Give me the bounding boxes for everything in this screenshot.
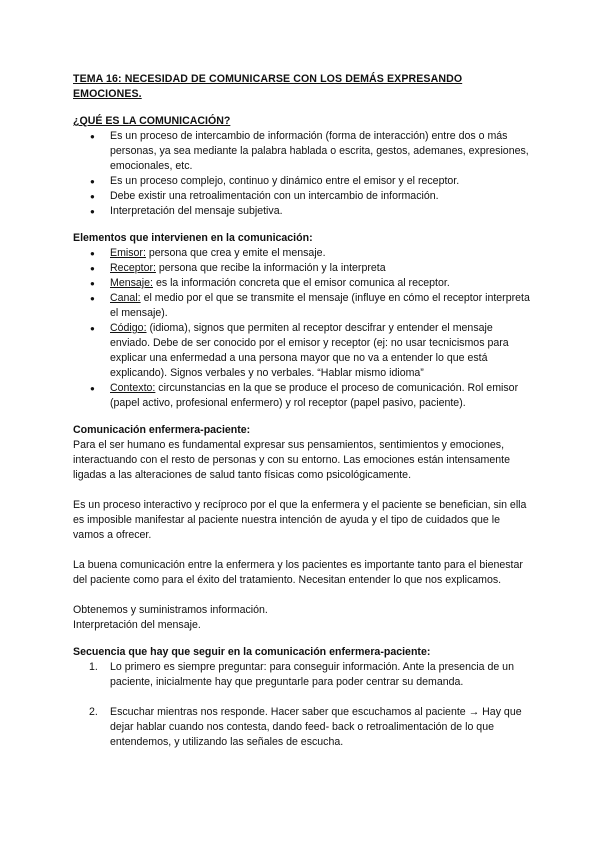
paragraph: Para el ser humano es fundamental expresar sus pensamientos, sentimientos y emociones, interactuando con el resto de personas y con su entorno. Las emociones están intensamente ligadas a las alteraciones de salud tanto físicas como psicológicamente. xyxy=(73,439,510,481)
paragraph: La buena comunicación entre la enfermera y los pacientes es importante tanto para el bienestar del paciente como para el éxito del tratamiento. Necesitan entender lo que nos explicamos. xyxy=(73,559,523,586)
document-page xyxy=(73,72,533,750)
list-item xyxy=(110,261,533,276)
list-item xyxy=(110,276,533,291)
paragraph-line: Obtenemos y suministramos información. xyxy=(73,604,268,616)
term-text: persona que recibe la información y la interpreta xyxy=(155,262,386,274)
term-text: persona que crea y emite el mensaje. xyxy=(145,247,326,259)
term-label: Contexto: xyxy=(110,382,156,394)
step-text: Lo primero es siempre preguntar: para conseguir información. Ante la presencia de un paciente, inicialmente hay que preguntarle para poder centrar su demanda. xyxy=(110,661,514,688)
paragraph: Es un proceso interactivo y recíproco por el que la enfermera y el paciente se benefician, sin ella es imposible manifestar al paciente nuestra intención de ayuda y el tipo de cuidados que le vamos a ofrecer. xyxy=(73,499,527,541)
term-label: Mensaje: xyxy=(110,277,153,289)
list-item: ● Debe existir una retroalimentación con un intercambio de información. xyxy=(110,189,533,204)
term-label: Canal: xyxy=(110,292,141,304)
sequence-steps xyxy=(73,660,533,750)
definition-bullets xyxy=(73,129,533,219)
term-text: circunstancias en la que se produce el proceso de comunicación. Rol emisor (papel activo, profesional enfermero) y rol receptor (papel pasivo, paciente). xyxy=(110,382,519,409)
list-item xyxy=(89,705,533,750)
elements-bullets xyxy=(73,246,533,411)
list-item xyxy=(89,660,533,690)
section-heading-comunicacion-enfermera: Comunicación enfermera-paciente: xyxy=(73,424,251,436)
list-item: ● Es un proceso de intercambio de información (forma de interacción) entre dos o más personas, ya sea mediante la palabra hablada o escrita, gestos, ademanes, expresiones, emocionales, etc. xyxy=(110,129,533,174)
step-number: 1. xyxy=(89,661,98,673)
list-item xyxy=(110,246,533,261)
section-heading-elementos: Elementos que intervienen en la comunicación: xyxy=(73,232,313,244)
term-text: el medio por el que se transmite el mensaje (influye en cómo el receptor interpreta el mensaje). xyxy=(110,292,530,319)
list-item: ● Interpretación del mensaje subjetiva. xyxy=(110,204,533,219)
paragraph-line: Interpretación del mensaje. xyxy=(73,619,201,631)
list-item xyxy=(110,381,533,411)
section-heading-secuencia: Secuencia que hay que seguir en la comunicación enfermera-paciente: xyxy=(73,646,431,658)
list-item: ● Es un proceso complejo, continuo y dinámico entre el emisor y el receptor. xyxy=(110,174,533,189)
list-item xyxy=(110,291,533,321)
term-label: Emisor: xyxy=(110,247,146,259)
step-number: 2. xyxy=(89,706,98,718)
step-text: Escuchar mientras nos responde. Hacer saber que escuchamos al paciente → Hay que dejar hablar cuando nos contesta, dando feed- back o retroalimentación de lo que entendemos, y utilizando las señales de escucha. xyxy=(110,706,522,748)
list-item xyxy=(110,321,533,381)
term-text: es la información concreta que el emisor comunica al receptor. xyxy=(153,277,450,289)
term-label: Receptor: xyxy=(110,262,156,274)
section-heading-que-es: ¿QUÉ ES LA COMUNICACIÓN? xyxy=(73,115,231,127)
document-title: TEMA 16: NECESIDAD DE COMUNICARSE CON LOS DEMÁS EXPRESANDO EMOCIONES. xyxy=(73,73,463,100)
term-text: (idioma), signos que permiten al receptor descifrar y entender el mensaje enviado. Debe de ser conocido por el emisor y receptor (ej: no usar tecnicismos para explicar una enfermedad a una persona mayor que no va a entender lo que está explicando). Signos verbales y no verbales. “Hablar mismo idioma” xyxy=(110,322,509,379)
term-label: Código: xyxy=(110,322,147,334)
